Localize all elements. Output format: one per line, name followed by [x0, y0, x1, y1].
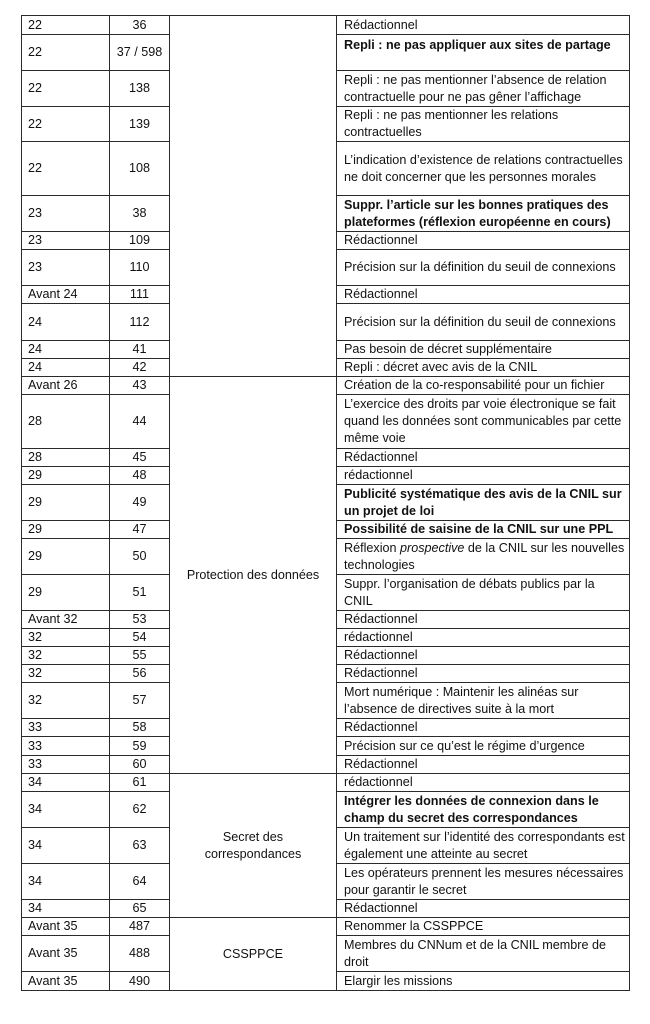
theme-cell-empty: [170, 16, 337, 377]
amendment-cell: 51: [110, 575, 170, 611]
article-cell: 34: [22, 792, 110, 828]
article-cell: 23: [22, 196, 110, 232]
theme-label-line: correspondances: [204, 846, 302, 861]
article-cell: 32: [22, 665, 110, 683]
comment-cell: Rédactionnel: [337, 611, 630, 629]
article-cell: 28: [22, 395, 110, 449]
comment-cell: Repli : ne pas mentionner l’absence de relation contractuelle pour ne pas gêner l’affichage: [337, 71, 630, 107]
comment-cell: rédactionnel: [337, 629, 630, 647]
comment-cell: Les opérateurs prennent les mesures nécessaires pour garantir le secret: [337, 864, 630, 900]
amendment-cell: 44: [110, 395, 170, 449]
amendment-cell: 55: [110, 647, 170, 665]
article-cell: 33: [22, 756, 110, 774]
amendment-cell: 47: [110, 521, 170, 539]
amendment-cell: 58: [110, 719, 170, 737]
comment-cell: Création de la co-responsabilité pour un fichier: [337, 377, 630, 395]
table-row: [22, 774, 630, 792]
article-cell: 32: [22, 629, 110, 647]
comment-cell: Rédactionnel: [337, 232, 630, 250]
comment-cell: L’exercice des droits par voie électronique se fait quand les données sont communicables par cette même voie: [337, 395, 630, 449]
amendment-cell: 112: [110, 304, 170, 341]
comment-cell: Suppr. l’article sur les bonnes pratiques des plateformes (réflexion européenne en cours): [337, 196, 630, 232]
article-cell: 34: [22, 864, 110, 900]
theme-cell-secret: [170, 774, 337, 918]
article-cell: 24: [22, 304, 110, 341]
comment-cell: Mort numérique : Maintenir les alinéas sur l’absence de directives suite à la mort: [337, 683, 630, 719]
article-cell: 34: [22, 774, 110, 792]
article-cell: 34: [22, 828, 110, 864]
comment-cell: Précision sur la définition du seuil de connexions: [337, 304, 630, 341]
comment-cell: Rédactionnel: [337, 449, 630, 467]
article-cell: Avant 35: [22, 936, 110, 972]
amendment-cell: 54: [110, 629, 170, 647]
amendment-cell: 57: [110, 683, 170, 719]
article-cell: 29: [22, 539, 110, 575]
amendment-cell: 490: [110, 972, 170, 991]
comment-cell: Précision sur ce qu’est le régime d’urgence: [337, 737, 630, 756]
article-cell: 22: [22, 142, 110, 196]
comment-cell: rédactionnel: [337, 467, 630, 485]
amendment-cell: 53: [110, 611, 170, 629]
comment-cell: Rédactionnel: [337, 900, 630, 918]
comment-cell: Repli : ne pas mentionner les relations contractuelles: [337, 107, 630, 142]
comment-cell: Membres du CNNum et de la CNIL membre de droit: [337, 936, 630, 972]
amendment-cell: 42: [110, 359, 170, 377]
amendment-cell: 60: [110, 756, 170, 774]
amendment-cell: 41: [110, 341, 170, 359]
comment-cell: Un traitement sur l’identité des correspondants est également une atteinte au secret: [337, 828, 630, 864]
table-row: [22, 16, 630, 35]
amendment-cell: 36: [110, 16, 170, 35]
comment-emphasis: prospective: [400, 540, 465, 555]
article-cell: Avant 24: [22, 286, 110, 304]
amendment-cell: 49: [110, 485, 170, 521]
amendment-cell: 48: [110, 467, 170, 485]
article-cell: 33: [22, 737, 110, 756]
amendments-table: [21, 15, 630, 991]
comment-cell: L’indication d’existence de relations contractuelles ne doit concerner que les personnes morales: [337, 142, 630, 196]
comment-cell: Renommer la CSSPPCE: [337, 918, 630, 936]
amendment-cell: 109: [110, 232, 170, 250]
comment-cell: Rédactionnel: [337, 16, 630, 35]
amendment-cell: 63: [110, 828, 170, 864]
article-cell: 29: [22, 575, 110, 611]
amendment-cell: 62: [110, 792, 170, 828]
amendment-cell: 56: [110, 665, 170, 683]
article-cell: 29: [22, 521, 110, 539]
article-cell: 22: [22, 35, 110, 71]
article-cell: Avant 26: [22, 377, 110, 395]
amendment-cell: 108: [110, 142, 170, 196]
amendment-cell: 139: [110, 107, 170, 142]
comment-text: Réflexion: [344, 540, 401, 555]
comment-cell: [337, 539, 630, 575]
amendment-cell: 65: [110, 900, 170, 918]
comment-text: de la CNIL sur les nouvelles technologies: [344, 540, 625, 572]
comment-cell: Repli : ne pas appliquer aux sites de partage: [337, 35, 630, 71]
table-row: [22, 377, 630, 395]
theme-label-line: Secret des: [222, 829, 284, 844]
comment-cell: Rédactionnel: [337, 286, 630, 304]
article-cell: 28: [22, 449, 110, 467]
article-cell: 23: [22, 250, 110, 286]
article-cell: 24: [22, 359, 110, 377]
article-cell: 32: [22, 683, 110, 719]
comment-cell: Suppr. l’organisation de débats publics par la CNIL: [337, 575, 630, 611]
comment-cell: Repli : décret avec avis de la CNIL: [337, 359, 630, 377]
article-cell: 22: [22, 107, 110, 142]
amendment-cell: 43: [110, 377, 170, 395]
article-cell: 22: [22, 16, 110, 35]
article-cell: Avant 32: [22, 611, 110, 629]
comment-cell: Elargir les missions: [337, 972, 630, 991]
comment-cell: rédactionnel: [337, 774, 630, 792]
table-row: [22, 918, 630, 936]
amendment-cell: 64: [110, 864, 170, 900]
amendment-cell: 37 / 598: [110, 35, 170, 71]
comment-cell: Possibilité de saisine de la CNIL sur une PPL: [337, 521, 630, 539]
comment-cell: Rédactionnel: [337, 665, 630, 683]
amendment-cell: 488: [110, 936, 170, 972]
amendment-cell: 61: [110, 774, 170, 792]
comment-cell: Rédactionnel: [337, 647, 630, 665]
article-cell: 33: [22, 719, 110, 737]
amendment-cell: 45: [110, 449, 170, 467]
amendment-cell: 50: [110, 539, 170, 575]
comment-cell: Intégrer les données de connexion dans le champ du secret des correspondances: [337, 792, 630, 828]
comment-cell: Publicité systématique des avis de la CNIL sur un projet de loi: [337, 485, 630, 521]
article-cell: 29: [22, 485, 110, 521]
amendment-cell: 487: [110, 918, 170, 936]
theme-cell-protection: Protection des données: [170, 377, 337, 774]
amendment-cell: 138: [110, 71, 170, 107]
amendment-cell: 110: [110, 250, 170, 286]
article-cell: 29: [22, 467, 110, 485]
theme-cell-csppce: CSSPPCE: [170, 918, 337, 991]
comment-cell: Précision sur la définition du seuil de connexions: [337, 250, 630, 286]
amendment-cell: 111: [110, 286, 170, 304]
article-cell: 34: [22, 900, 110, 918]
article-cell: Avant 35: [22, 918, 110, 936]
article-cell: 23: [22, 232, 110, 250]
article-cell: 24: [22, 341, 110, 359]
article-cell: Avant 35: [22, 972, 110, 991]
article-cell: 32: [22, 647, 110, 665]
comment-cell: Rédactionnel: [337, 719, 630, 737]
article-cell: 22: [22, 71, 110, 107]
comment-cell: Rédactionnel: [337, 756, 630, 774]
amendment-cell: 59: [110, 737, 170, 756]
comment-cell: Pas besoin de décret supplémentaire: [337, 341, 630, 359]
amendment-cell: 38: [110, 196, 170, 232]
